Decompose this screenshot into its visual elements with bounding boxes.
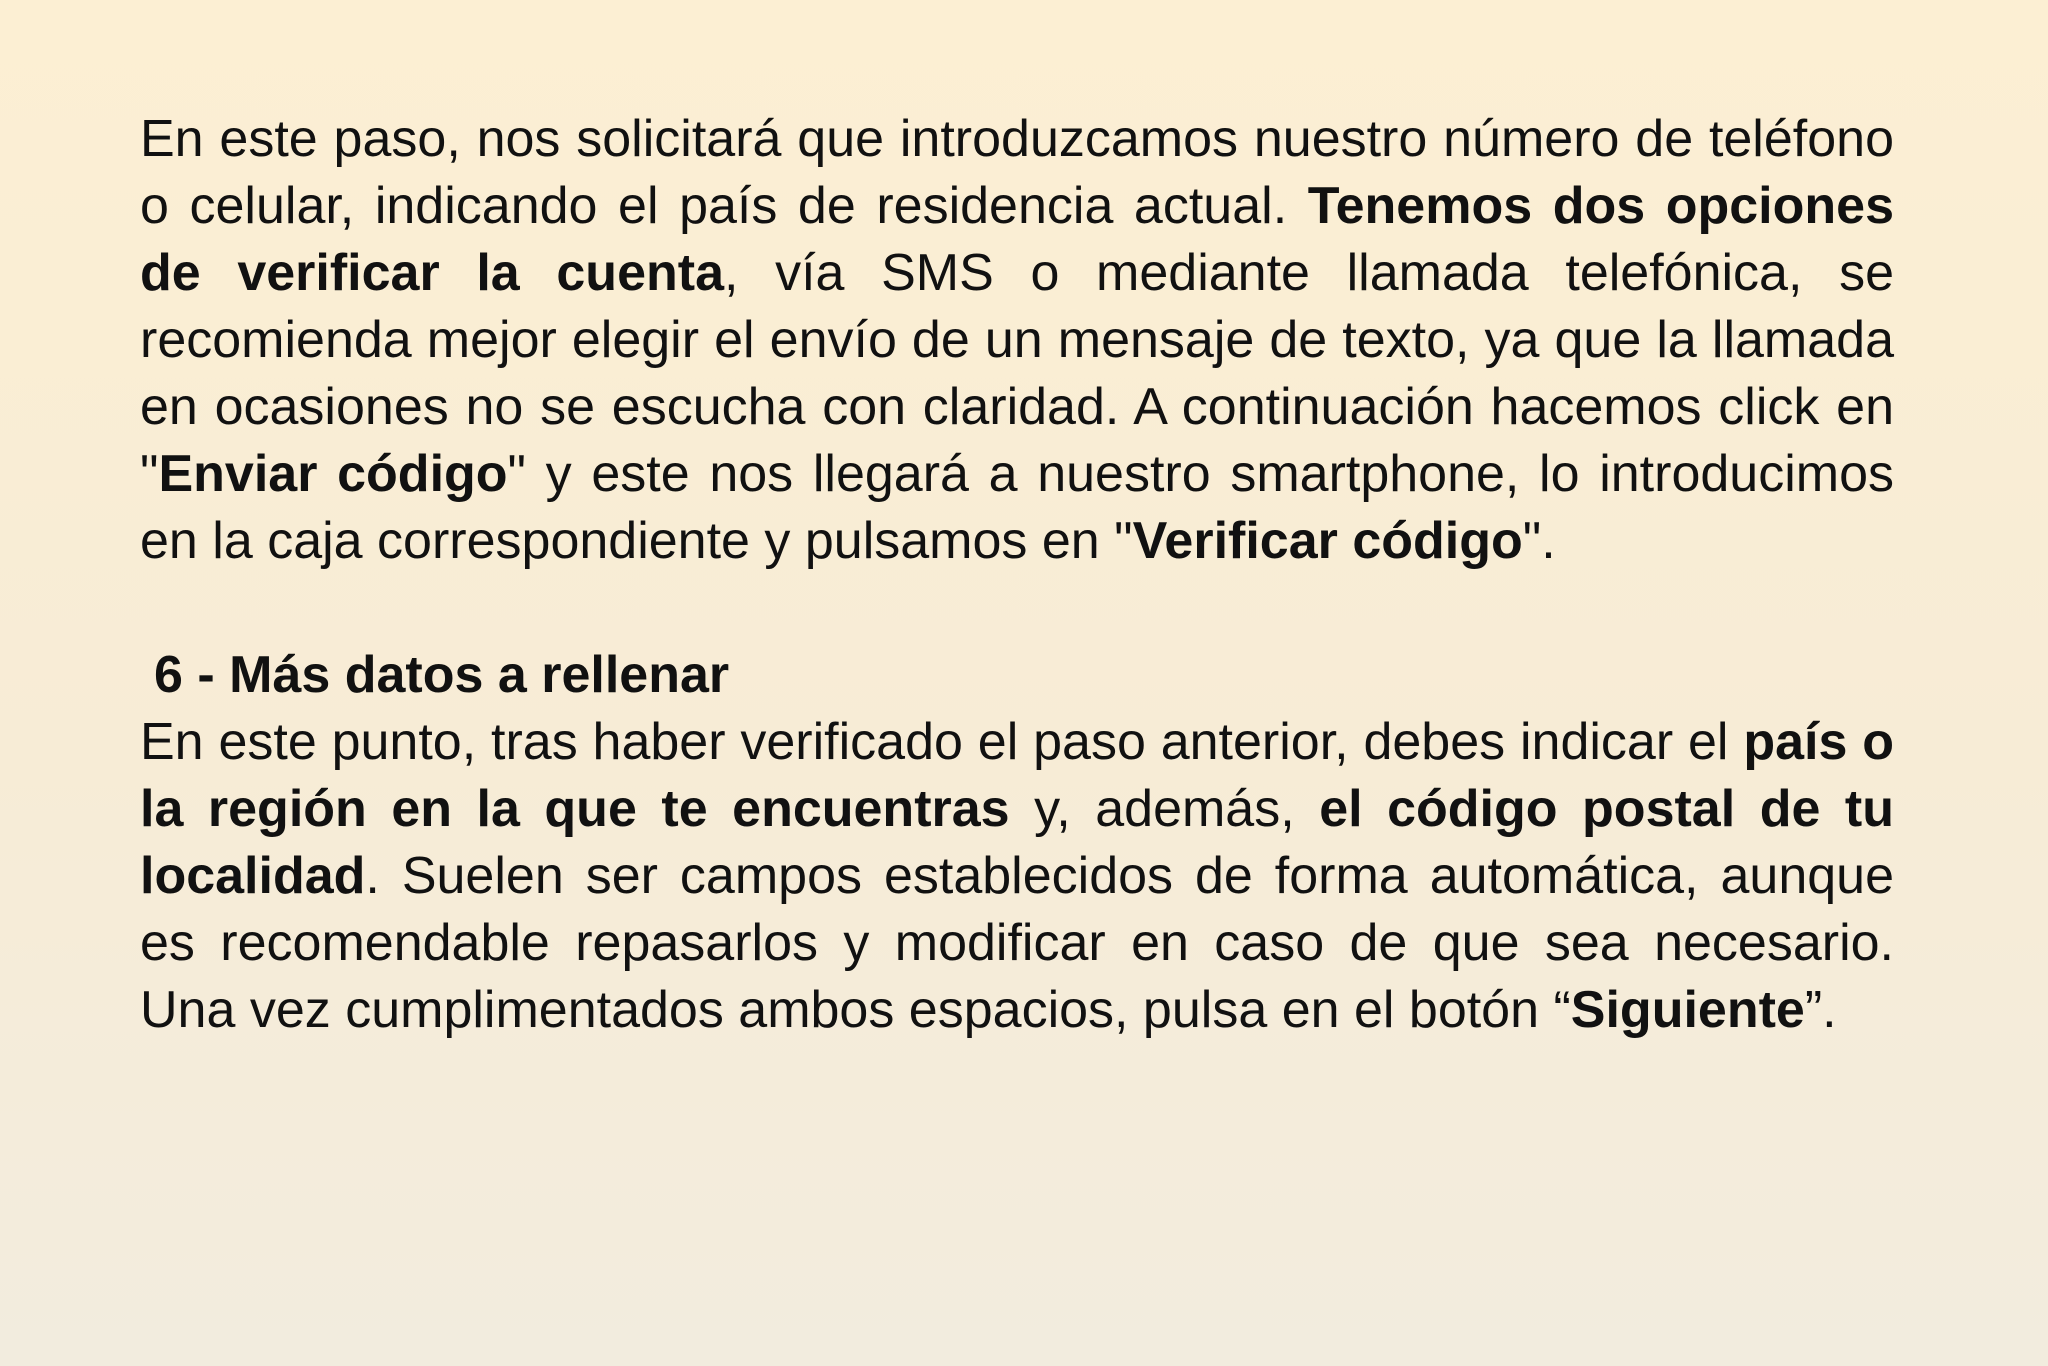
more-data-text-4: ”.	[1804, 981, 1837, 1039]
send-code-bold: Enviar código	[158, 445, 508, 503]
verification-options-bold: Tenemos dos opciones de verificar la cuenta	[140, 177, 1894, 302]
more-data-paragraph	[140, 709, 1894, 1044]
verification-paragraph	[140, 106, 1894, 575]
next-button-bold: Siguiente	[1570, 981, 1805, 1039]
section-heading: 6 - Más datos a rellenar	[154, 646, 730, 704]
postal-code-bold: el código postal de tu localidad	[140, 780, 1894, 905]
verify-code-bold: Verificar código	[1132, 512, 1523, 570]
verification-text-2: , vía SMS o mediante llamada telefónica, se recomienda mejor elegir el envío de un mensaje de texto, ya que la llamada en ocasiones no se escucha con claridad. A continuación hacemos click en "	[140, 244, 1894, 503]
verification-text-1: En este paso, nos solicitará que introduzcamos nuestro número de teléfono o celular, indicando el país de residencia actual.	[140, 110, 1894, 235]
more-data-text-2: y, además,	[1009, 780, 1320, 838]
verification-text-3: " y este nos llegará a nuestro smartphone, lo introducimos en la caja correspondiente y pulsamos en "	[140, 445, 1894, 570]
country-region-bold: país o la región en la que te encuentras	[140, 713, 1894, 838]
verification-text-4: ".	[1522, 512, 1556, 570]
more-data-text-1: En este punto, tras haber verificado el paso anterior, debes indicar el	[140, 713, 1744, 771]
more-data-text-3: . Suelen ser campos establecidos de forma automática, aunque es recomendable repasarlos y modificar en caso de que sea necesario. Una vez cumplimentados ambos espacios, pulsa en el botón “	[140, 847, 1894, 1039]
slide-content	[140, 106, 1894, 1044]
paragraph-spacer	[140, 575, 1894, 642]
